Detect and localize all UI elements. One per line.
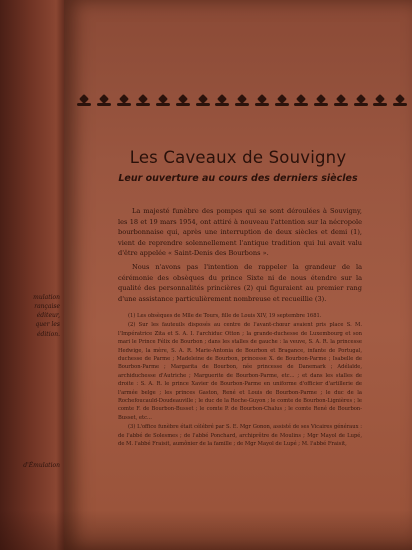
fleur-ornament-icon bbox=[392, 93, 408, 107]
ornament-border bbox=[76, 92, 408, 108]
page-subtitle: Leur ouverture au cours des derniers siècles bbox=[118, 173, 358, 184]
fleur-ornament-icon bbox=[274, 93, 290, 107]
document-page bbox=[64, 0, 412, 550]
fragment-text: édition. bbox=[36, 331, 60, 338]
page-title: Les Caveaux de Souvigny bbox=[129, 148, 347, 167]
fleur-ornament-icon bbox=[313, 93, 329, 107]
fleur-ornament-icon bbox=[116, 93, 132, 107]
footnote: (3) L'office funèbre était célébré par S. E. Mgr Gonon, assisté de ses Vicaires généraux : de l'abbé de Solesmes ; de l'abbé Ponchard, archiprêtre de Moulins ; Mgr Mayol de Lupé, de M. l'abbé Fraisit, aumônier de la famille ; de Mgr Mayol de Lupé ; M. l'abbé Fraisit, bbox=[118, 424, 362, 448]
fleur-ornament-icon bbox=[234, 93, 250, 107]
fleur-ornament-icon bbox=[353, 93, 369, 107]
fragment-text: d'Émulation bbox=[23, 462, 60, 469]
fleur-ornament-icon bbox=[76, 93, 92, 107]
fragment-text: quer les bbox=[35, 321, 60, 328]
fragment-text: mulation bbox=[33, 294, 60, 301]
footnote: (2) Sur les fauteuils disposés au centre de l'avant-chœur avaient pris place S. M. l'Impératrice Zita et S. A. I. l'archiduc Otton ; la grande-duchesse de Luxembourg et son mari le Prince Félix de Bourbon ; dans les stalles de gauche : la veuve, S. A. R. la princesse Hedwige, la mère, S. A. R. Marie-Antonia de Bourbon et Bragance, infante de Portugal, duchesse de Parme ; Madeleine de Bourbon, princesse X. de Bourbon-Parme ; Isabelle de Bourbon-Parme ; Margarita de Bourbon, née princesse de Danemark ; Adélaïde, archiduchesse d'Autriche ; Marguerite de Bourbon-Parme, etc... ; et dans les stalles de droite : S. A. R. le prince Xavier de Bourbon-Parme en uniforme d'officier d'artillerie de l'armée belge ; les princes Gaston, René et Louis de Bourbon-Parme ; le duc de la Rochefoucauld-Doudeauville ; le duc de la Roche-Guyon ; le comte de Bourbon-Lignières ; le comte F. de Bourbon-Busset ; le comte P. de Bourbon-Chalus ; le comte René de Bourbon-Busset, etc... bbox=[118, 322, 362, 421]
footnote: (1) Les obsèques de Mlle de Tours, fille de Louis XIV, 19 septembre 1681. bbox=[128, 313, 322, 319]
fleur-ornament-icon bbox=[195, 93, 211, 107]
fleur-ornament-icon bbox=[372, 93, 388, 107]
footnotes bbox=[118, 312, 362, 450]
body-paragraph: La majesté funèbre des pompes qui se sont déroulées à Souvigny, les 18 et 19 mars 1954, ont attiré à nouveau l'attention sur la nécropole bourbonnaise qui, après une interruption de deux siècles et demi (1), vient de reprendre solennellement l'antique tradition qui lui avait valu d'être appelée « Saint-Denis des Bourbons ». bbox=[118, 207, 362, 258]
fleur-ornament-icon bbox=[254, 93, 270, 107]
body-paragraph: Nous n'avons pas l'intention de rappeler la grandeur de la cérémonie des obsèques du prince Sixte ni de nous étendre sur la qualité des personnalités princières (2) qui figuraient au premier rang d'une assistance particulièrement nombreuse et recueillie (3). bbox=[118, 263, 362, 303]
fleur-ornament-icon bbox=[155, 93, 171, 107]
fragment-text: rançaise bbox=[34, 303, 60, 310]
fleur-ornament-icon bbox=[214, 93, 230, 107]
fleur-ornament-icon bbox=[175, 93, 191, 107]
fleur-ornament-icon bbox=[293, 93, 309, 107]
fragment-text: éditeur, bbox=[36, 312, 60, 319]
previous-page-edge bbox=[0, 0, 66, 550]
fleur-ornament-icon bbox=[333, 93, 349, 107]
fleur-ornament-icon bbox=[96, 93, 112, 107]
fleur-ornament-icon bbox=[135, 93, 151, 107]
